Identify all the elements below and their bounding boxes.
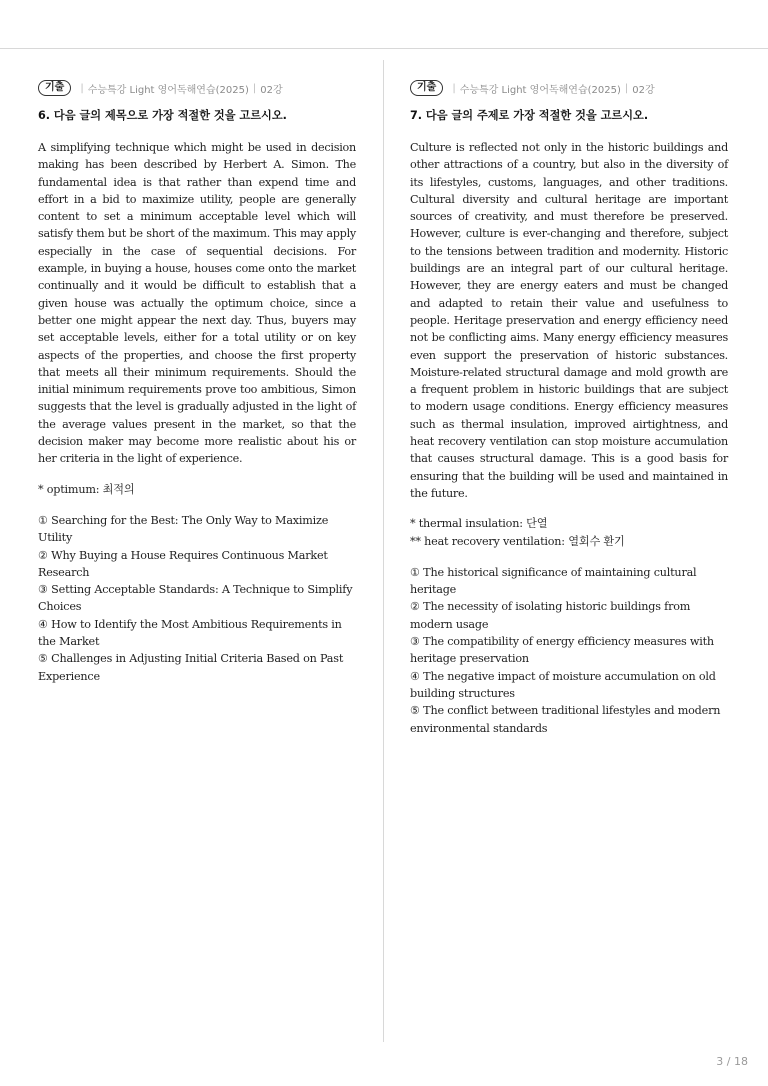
answer-option-3[interactable]: ③ Setting Acceptable Standards: A Technique to Simplify Choices: [38, 583, 353, 614]
meta-separator: |: [624, 82, 629, 94]
question-title: 6. 다음 글의 제목으로 가장 적절한 것을 고르시오.: [38, 109, 287, 122]
vocabulary-notes: [410, 515, 728, 550]
answer-option-4[interactable]: ④ How to Identify the Most Ambitious Requirements in the Market: [38, 617, 342, 649]
answer-option-1[interactable]: ① Searching for the Best: The Only Way to Maximize Utility: [38, 513, 329, 545]
past-exam-badge: 기출: [410, 80, 443, 96]
vocab-note: * optimum: 최적의: [38, 482, 135, 496]
question-title: 7. 다음 글의 주제로 가장 적절한 것을 고르시오.: [410, 109, 649, 122]
past-exam-badge: 기출: [38, 80, 71, 96]
answer-option-2[interactable]: ② The necessity of isolating historic buildings from modern usage: [410, 600, 691, 631]
source-label: 수능특강 Light 영어독해연습(2025): [459, 84, 621, 96]
answer-option-5[interactable]: ⑤ The conflict between traditional lifestyles and modern environmental standards: [410, 704, 721, 735]
question-6-column: [38, 80, 356, 685]
question-meta: [410, 80, 728, 96]
meta-separator: |: [80, 82, 84, 94]
vocab-note: ** heat recovery ventilation: 열회수 환기: [410, 534, 625, 548]
meta-separator: |: [452, 82, 456, 94]
answer-option-4[interactable]: ④ The negative impact of moisture accumulation on old building structures: [410, 669, 716, 700]
answer-option-5[interactable]: ⑤ Challenges in Adjusting Initial Criteria Based on Past Experience: [38, 652, 344, 683]
answer-option-3[interactable]: ③ The compatibility of energy efficiency measures with heritage preservation: [410, 635, 714, 666]
answer-option-2[interactable]: ② Why Buying a House Requires Continuous Market Research: [38, 548, 328, 579]
passage-text: Culture is reflected not only in the historic buildings and other attractions of a country, but also in the diversity of its lifestyles, customs, languages, and other traditions. Cultural diversity and cultural heritage are important sources of creativity, and must therefore be preserved. However, culture is ever-changing and therefore, subject to the tensions between tradition and modernity. Historic buildings are an integral part of our cultural heritage. However, they are energy eaters and must be changed and adapted to retain their value and usefulness to people. Heritage preservation and energy efficiency need not be conflicting aims. Many energy efficiency measures even support the preservation of historic substances. Moisture-related structural damage and mold growth are a frequent problem in historic buildings that are subject to modern usage conditions. Energy efficiency measures such as thermal insulation, improved airtightness, and heat recovery ventilation can stop moisture accumulation that causes structural damage. This is a good basis for ensuring that the building will be used and maintained in the future.: [410, 141, 728, 500]
lesson-label: 02강: [632, 84, 655, 96]
passage-text: A simplifying technique which might be used in decision making has been described by Herbert A. Simon. The fundamental idea is that rather than expend time and effort in a bid to maximize utility, people are generally content to set a minimum acceptable level which will satisfy them but be short of the maximum. This may apply especially in the case of sequential decisions. For example, in buying a house, houses come onto the market continually and it would be difficult to establish that a given house was actually the optimum choice, since a better one might appear the next day. Thus, buyers may set acceptable levels, either for a total utility or on key aspects of the properties, and choose the first property that meets all their minimum requirements. Should the initial minimum requirements prove too ambitious, Simon suggests that the level is gradually adjusted in the light of the average values present in the market, so that the decision maker may become more realistic about his or her criteria in the light of experience.: [38, 141, 356, 466]
answer-option-1[interactable]: ① The historical significance of maintaining cultural heritage: [410, 565, 697, 597]
vocab-note: * thermal insulation: 단열: [410, 517, 548, 531]
answer-options: [410, 564, 728, 737]
header-divider: [0, 48, 768, 49]
vocabulary-notes: [38, 481, 356, 498]
page-number: 3 / 18: [716, 1055, 748, 1068]
meta-separator: |: [252, 82, 257, 94]
question-meta: [38, 80, 356, 96]
answer-options: [38, 512, 356, 685]
column-divider: [383, 60, 384, 1042]
question-7-column: [410, 80, 728, 737]
source-label: 수능특강 Light 영어독해연습(2025): [87, 84, 249, 96]
lesson-label: 02강: [260, 84, 283, 96]
